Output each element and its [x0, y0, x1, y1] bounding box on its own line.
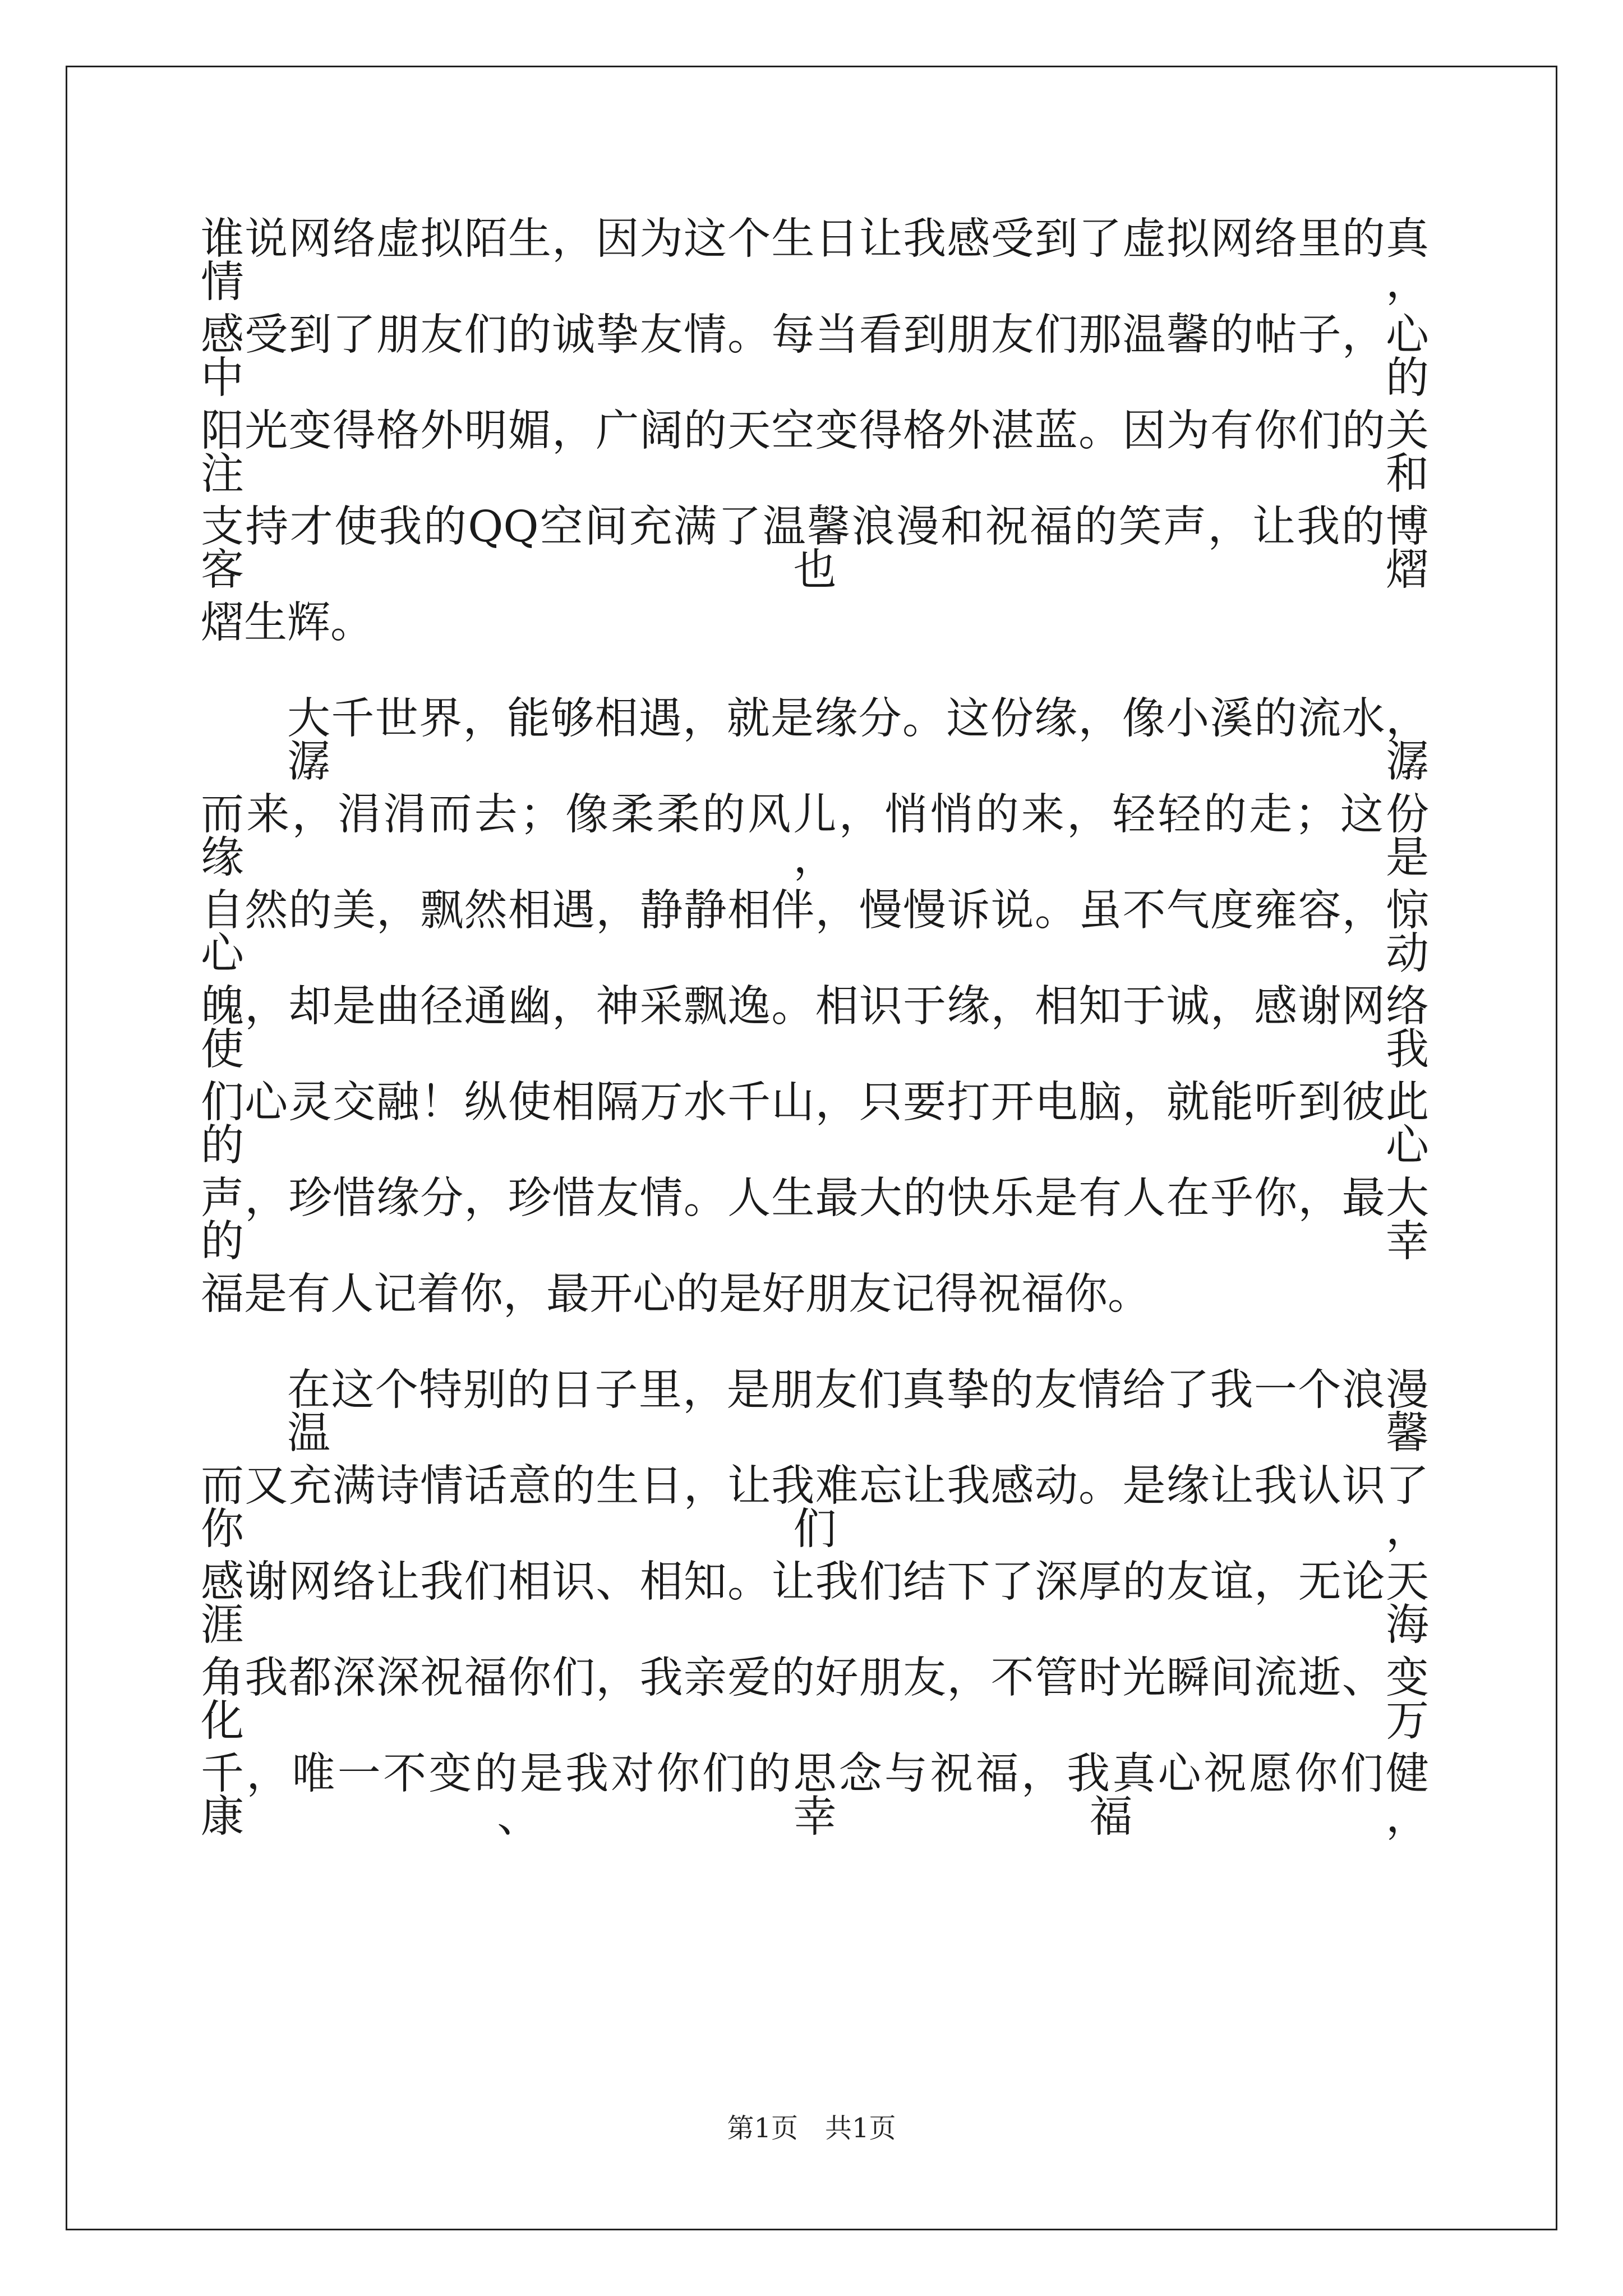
text-line: 角我都深深祝福你们，我亲爱的好朋友，不管时光瞬间流逝、变化万	[201, 1653, 1429, 1746]
text-line: 声，珍惜缘分，珍惜友情。人生最大的快乐是有人在乎你，最大的幸	[201, 1174, 1429, 1267]
page-number: 第1页 共1页	[727, 2113, 896, 2144]
text-line: 自然的美，飘然相遇，静静相伴，慢慢诉说。虽不气度雍容，惊心动	[201, 886, 1429, 979]
document-body	[201, 214, 1429, 1848]
text-line: 们心灵交融！纵使相隔万水千山，只要打开电脑，就能听到彼此的心	[201, 1078, 1429, 1171]
text-line: 福是有人记着你，最开心的是好朋友记得祝福你。	[201, 1269, 1151, 1319]
text-line: 千，唯一不变的是我对你们的思念与祝福，我真心祝愿你们健康、幸福，	[201, 1749, 1429, 1842]
text-line: 支持才使我的QQ空间充满了温馨浪漫和祝福的笑声，让我的博客也熠	[201, 502, 1429, 595]
text-line: 谁说网络虚拟陌生，因为这个生日让我感受到了虚拟网络里的真情，	[201, 214, 1429, 307]
text-line: 感谢网络让我们相识、相知。让我们结下了深厚的友谊，无论天涯海	[201, 1557, 1429, 1650]
text-line: 大千世界，能够相遇，就是缘分。这份缘，像小溪的流水，潺潺	[287, 694, 1429, 787]
text-line: 而来，涓涓而去；像柔柔的风儿，悄悄的来，轻轻的走；这份缘，是	[201, 790, 1429, 883]
text-line: 而又充满诗情话意的生日，让我难忘让我感动。是缘让我认识了你们，	[201, 1461, 1429, 1554]
text-line: 熠生辉。	[201, 598, 374, 648]
text-line: 感受到了朋友们的诚挚友情。每当看到朋友们那温馨的帖子，心中的	[201, 310, 1429, 403]
text-line: 魄，却是曲径通幽，神采飘逸。相识于缘，相知于诚，感谢网络使我	[201, 982, 1429, 1075]
text-line: 阳光变得格外明媚，广阔的天空变得格外湛蓝。因为有你们的关注和	[201, 406, 1429, 499]
text-line: 在这个特别的日子里，是朋友们真挚的友情给了我一个浪漫温馨	[287, 1365, 1429, 1458]
